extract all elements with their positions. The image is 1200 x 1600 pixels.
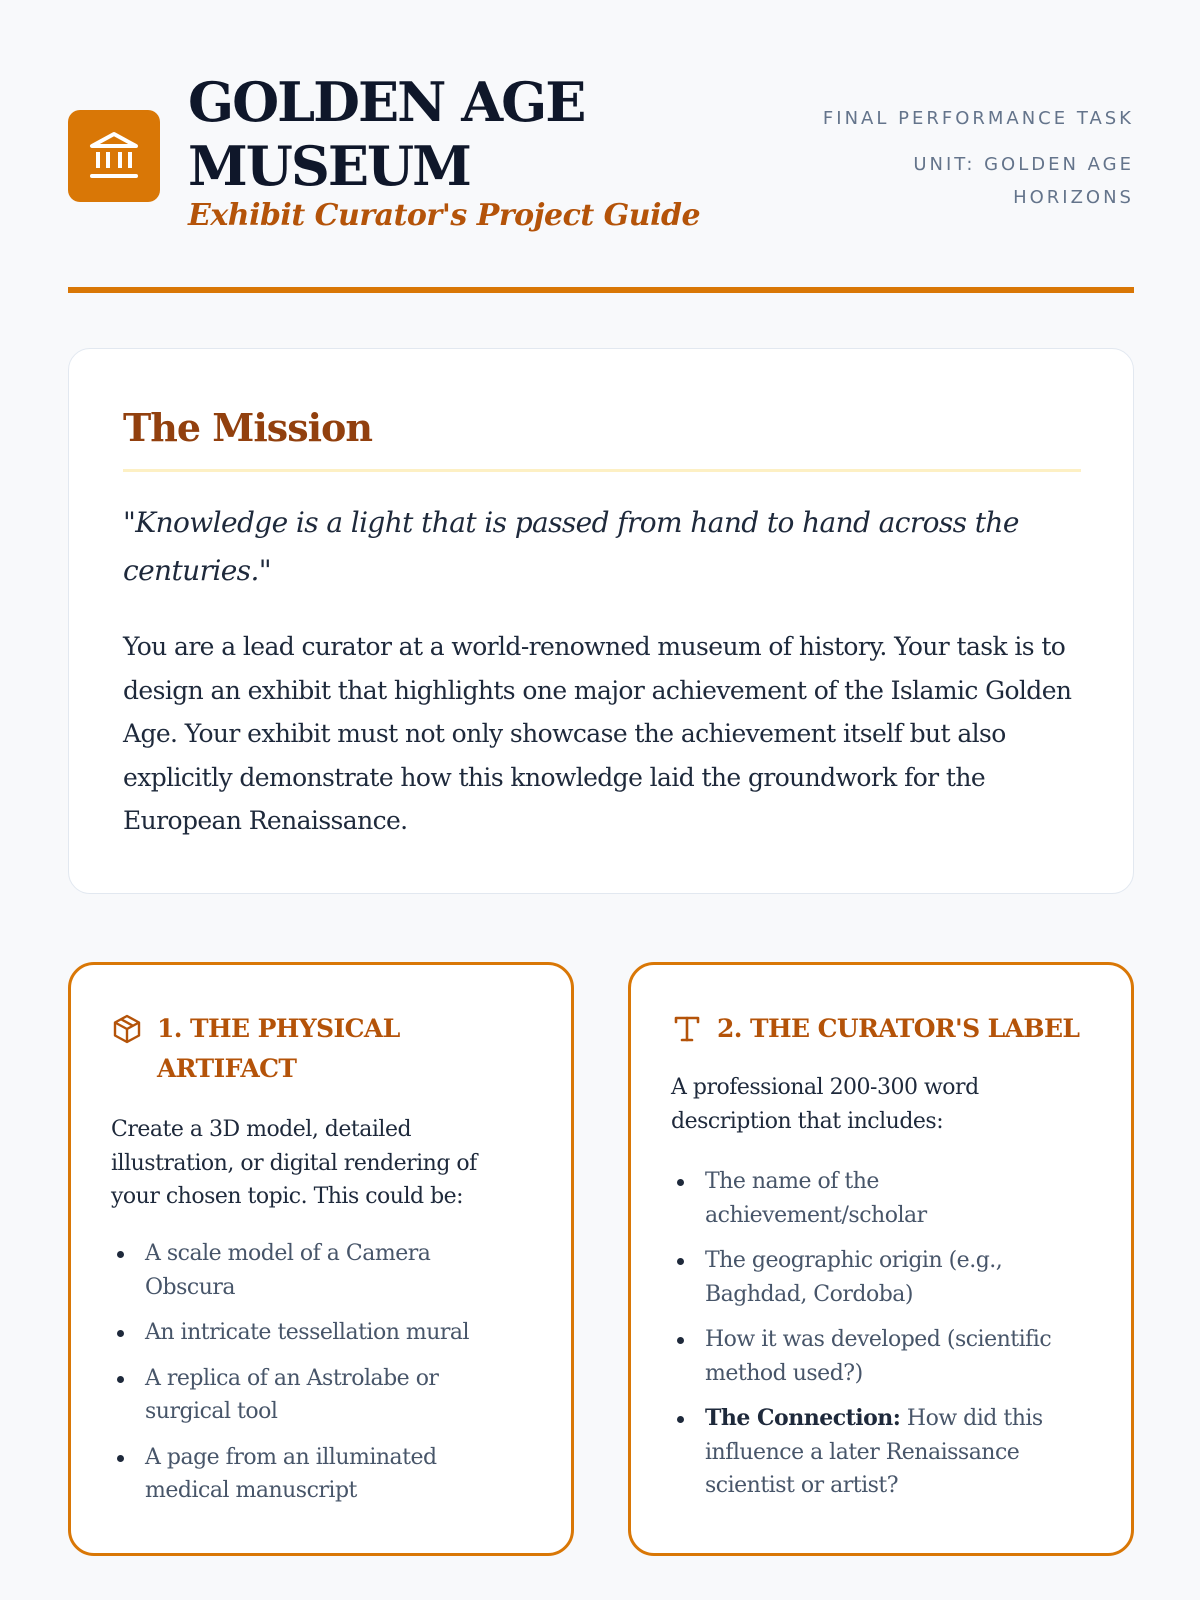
page-header bbox=[68, 70, 1134, 292]
list-item: The geographic origin (e.g., Baghdad, Cordoba) bbox=[705, 1244, 1085, 1311]
list-item: The name of the achievement/scholar bbox=[705, 1165, 1085, 1232]
list-item: How it was developed (scientific method used?) bbox=[705, 1323, 1085, 1390]
mission-body: You are a lead curator at a world-renowned museum of history. Your task is to design an exhibit that highlights one major achievement of the Islamic Golden Age. Your exhibit must not only showcase the achievement itself but also explicitly demonstrate how this knowledge laid the groundwork for the European Renaissance. bbox=[123, 632, 1072, 835]
page-subtitle: Exhibit Curator's Project Guide bbox=[188, 198, 701, 233]
list-item: An intricate tessellation mural bbox=[145, 1316, 525, 1350]
artifact-card-header bbox=[111, 1009, 531, 1089]
artifact-card bbox=[68, 962, 574, 1556]
unit-label: UNIT: GOLDEN AGE HORIZONS bbox=[913, 154, 1134, 208]
artifact-card-intro: Create a 3D model, detailed illustration, or digital rendering of your chosen topic. This could be: bbox=[111, 1117, 477, 1209]
list-item: A replica of an Astrolabe or surgical tool bbox=[145, 1362, 525, 1429]
mission-card bbox=[68, 348, 1134, 894]
label-requirements-list bbox=[705, 1165, 1085, 1515]
artifact-options-list bbox=[145, 1237, 525, 1520]
list-item: A scale model of a Camera Obscura bbox=[145, 1237, 525, 1304]
mission-title: The Mission bbox=[123, 405, 373, 450]
list-item-connection bbox=[705, 1402, 1085, 1503]
connection-label: The Connection: bbox=[705, 1405, 901, 1431]
header-meta bbox=[823, 102, 1134, 214]
mission-divider bbox=[123, 469, 1081, 472]
mission-quote: "Knowledge is a light that is passed from hand to hand across the centuries." bbox=[123, 506, 1019, 587]
label-card-header bbox=[671, 1009, 1091, 1049]
list-item: A page from an illuminated medical manuscript bbox=[145, 1441, 525, 1508]
label-card bbox=[628, 962, 1134, 1556]
museum-icon bbox=[88, 130, 140, 182]
museum-logo bbox=[68, 110, 160, 202]
label-card-intro: A professional 200-300 word description that includes: bbox=[671, 1075, 979, 1134]
header-divider bbox=[68, 287, 1134, 293]
artifact-card-title: 1. THE PHYSICAL ARTIFACT bbox=[157, 1014, 400, 1083]
label-card-title: 2. THE CURATOR'S LABEL bbox=[717, 1014, 1080, 1043]
title-line-2: MUSEUM bbox=[188, 134, 470, 198]
box-icon bbox=[111, 1013, 143, 1045]
task-label: FINAL PERFORMANCE TASK bbox=[822, 108, 1134, 129]
title-line-1: GOLDEN AGE bbox=[188, 70, 585, 134]
connection-text: How did this influence a later Renaissance scientist or artist? bbox=[705, 1406, 1043, 1498]
page-title bbox=[188, 70, 748, 198]
text-icon bbox=[671, 1013, 703, 1045]
